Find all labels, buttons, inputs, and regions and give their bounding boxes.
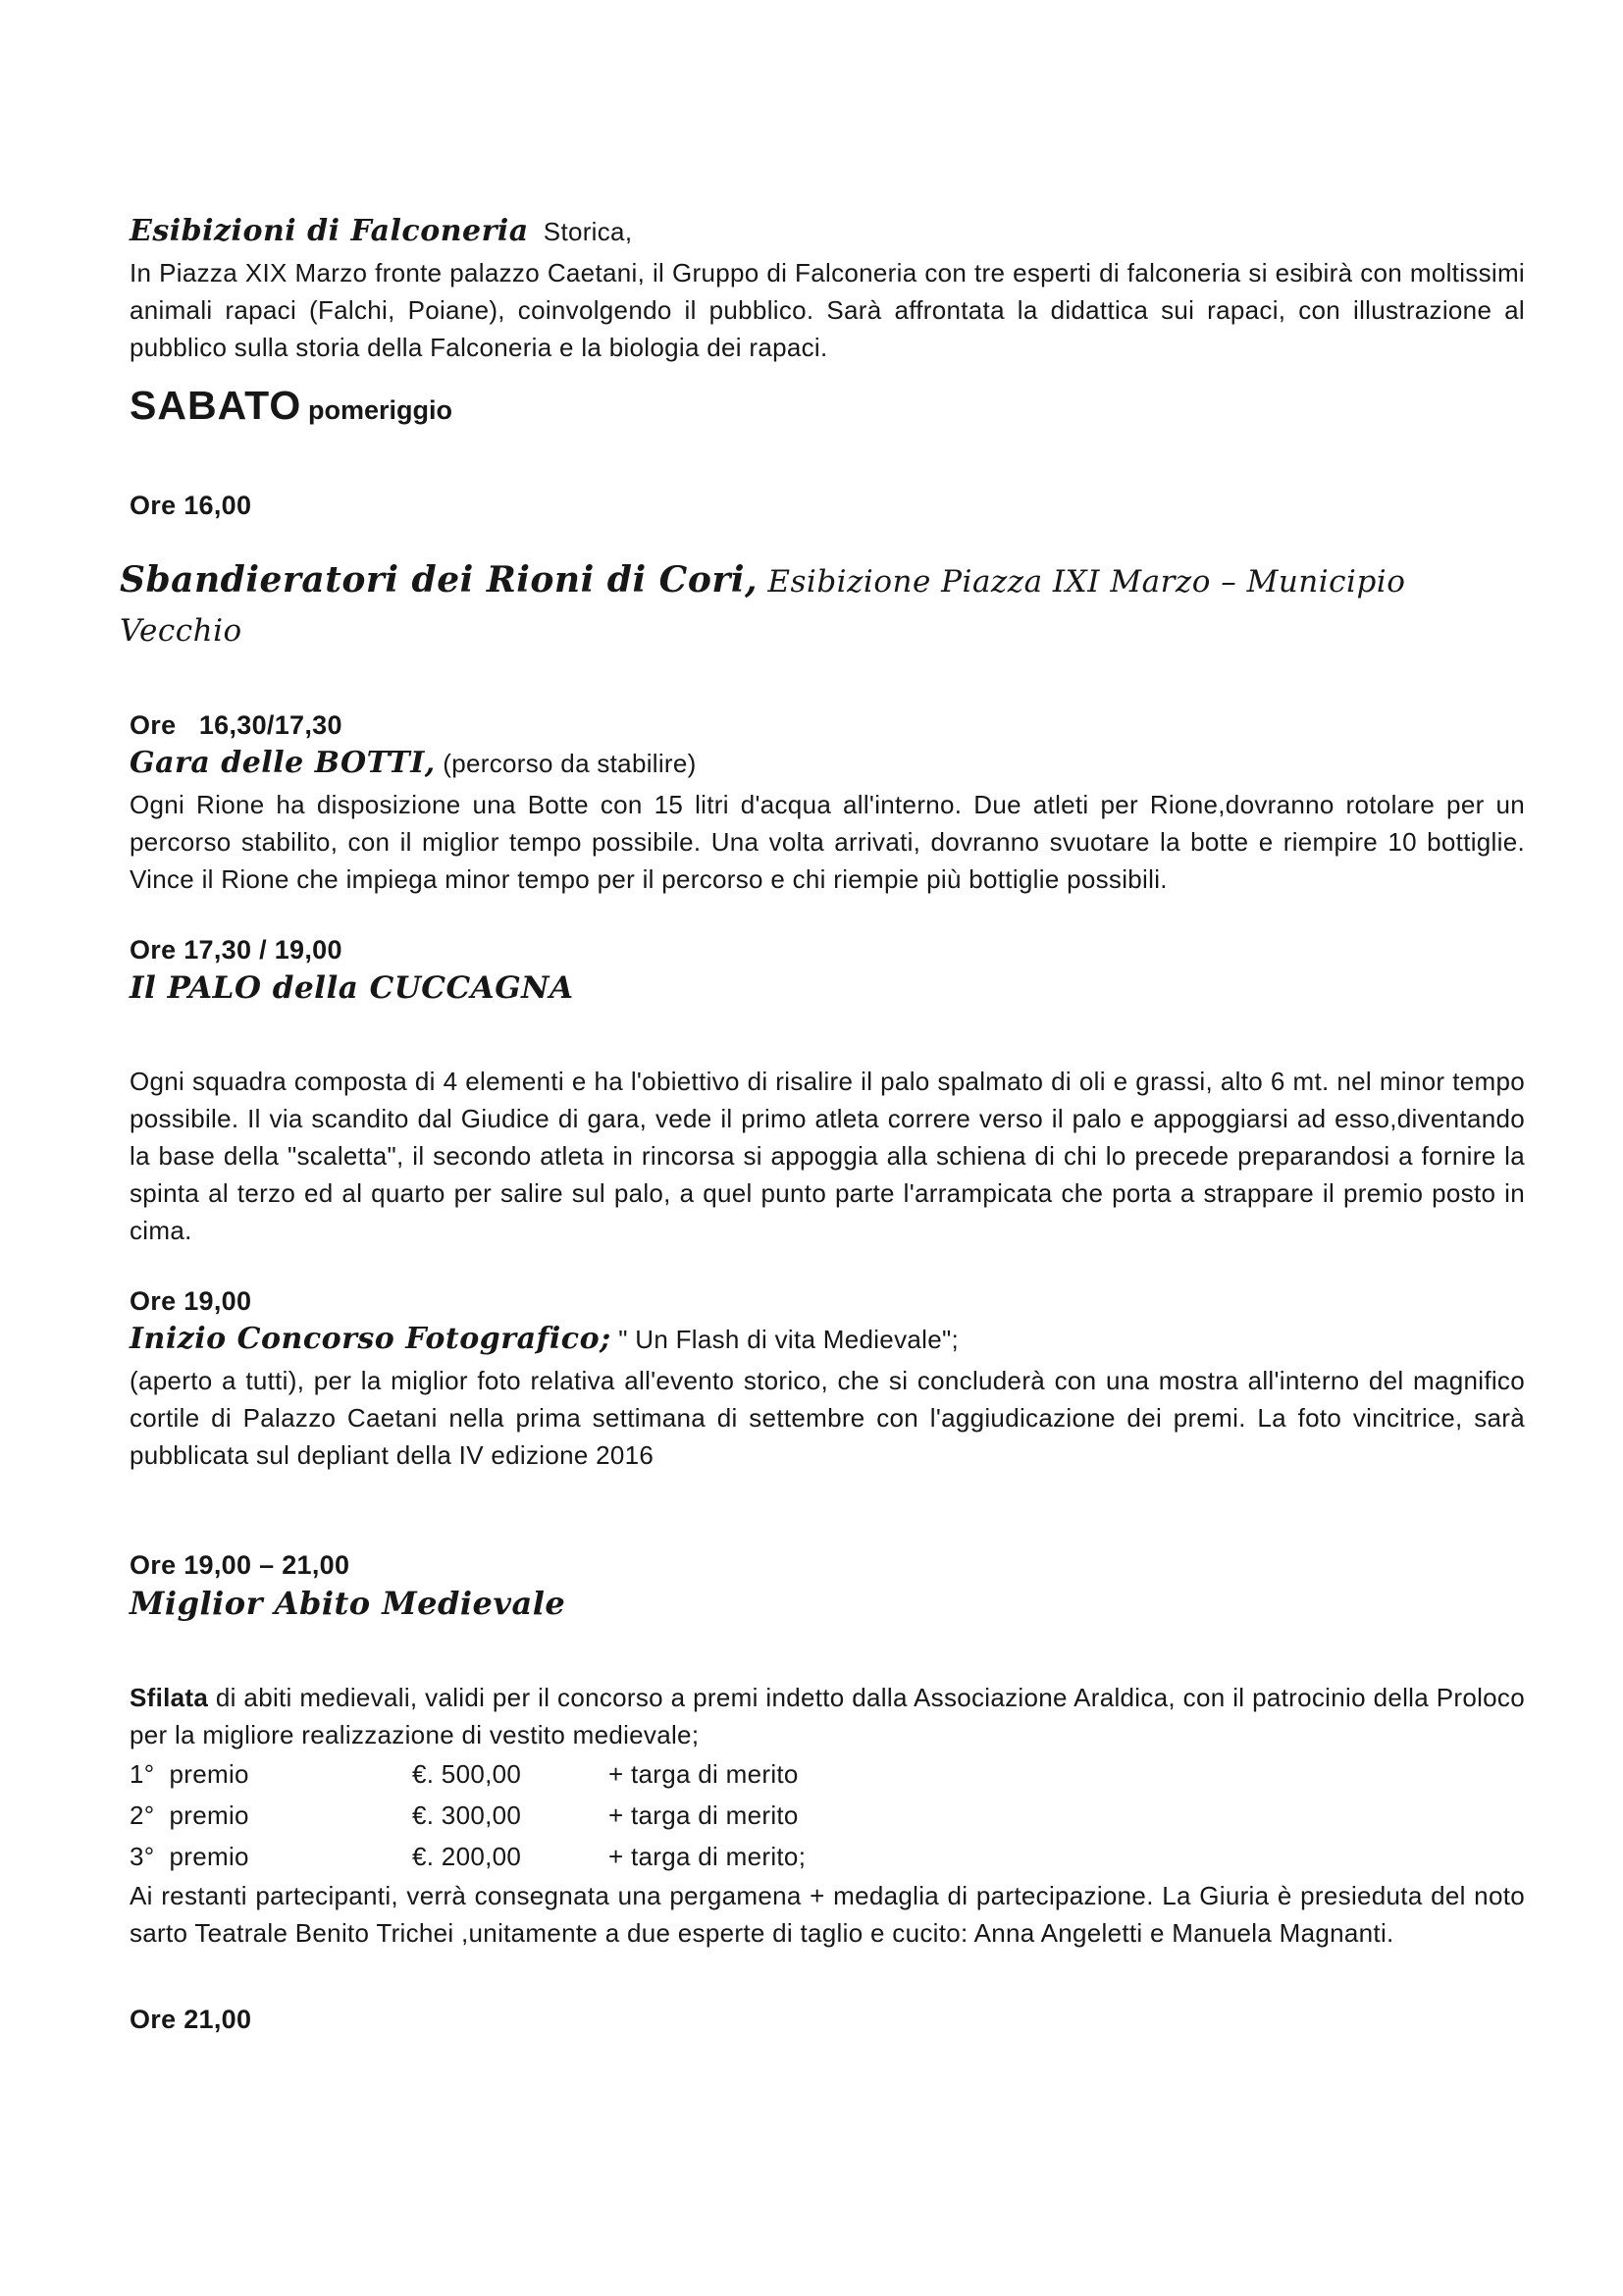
fotografico-title [130, 1320, 1525, 1362]
sbandieratori-title-script: Sbandieratori dei Rioni di Cori, [120, 559, 759, 600]
time-1630: Ore 16,30/17,30 [130, 710, 342, 740]
premio-2-amount: €. 300,00 [412, 1800, 522, 1830]
fotografico-description: (aperto a tutti), per la miglior foto relativa all'evento storico, che si concluderà con una mostra all'interno del magnifico cortile di Palazzo Caetani nella prima settimana di settembre con l'aggiudicazione dei premi. La foto vincitrice, sarà pubblicata sul depliant della IV edizione 2016 [130, 1366, 1525, 1470]
sabato-suffix: pomeriggio [308, 395, 452, 425]
abito-lead-word: Sfilata [130, 1683, 209, 1712]
falconeria-title-script: Esibizioni di Falconeria [130, 214, 529, 248]
premio-3-extra: + targa di merito; [608, 1842, 807, 1871]
sbandieratori-title [120, 557, 1525, 657]
premio-row-2 [130, 1795, 1525, 1836]
premio-1-extra: + targa di merito [608, 1759, 799, 1789]
sabato-word: SABATO [130, 383, 302, 428]
time-1600: Ore 16,00 [130, 491, 252, 520]
section-botti [130, 706, 1525, 898]
falconeria-title [130, 212, 1525, 254]
abito-body-text: di abiti medievali, validi per il concorso a premi indetto dalla Associazione Araldica, con il patrocinio della Proloco per la migliore realizzazione di vestito medievale; [130, 1683, 1525, 1749]
premio-row-1 [130, 1753, 1525, 1795]
abito-title [130, 1584, 1525, 1628]
fotografico-title-script: Inizio Concorso Fotografico; [130, 1322, 611, 1356]
botti-description: Ogni Rione ha disposizione una Botte con 15 litri d'acqua all'interno. Due atleti per Rione,dovranno rotolare per un percorso stabilito, con il miglior tempo possibile. Una volta arrivati, dovranno svuotare la botte e riempire 10 bottiglie. Vince il Rione che impiega minor tempo per il percorso e chi riempie più bottiglie possibili. [130, 790, 1525, 894]
section-falconeria [130, 212, 1525, 366]
premio-row-3 [130, 1836, 1525, 1877]
botti-title-rest: (percorso da stabilire) [435, 749, 697, 778]
section-abito [130, 1546, 1525, 1952]
section-fotografico [130, 1282, 1525, 1474]
premio-3-amount: €. 200,00 [412, 1842, 522, 1871]
premi-list [130, 1753, 1525, 1877]
abito-description [130, 1679, 1525, 1753]
premio-2-pos: 2° premio [130, 1800, 249, 1830]
premio-1-amount: €. 500,00 [412, 1759, 522, 1789]
cuccagna-title-script: Il PALO della CUCCAGNA [130, 970, 574, 1006]
sbandieratori-title-rest: Esibizione Piazza IXI Marzo – Municipio Vecchio [120, 564, 1406, 649]
premio-3-pos: 3° premio [130, 1842, 249, 1871]
premio-1-pos: 1° premio [130, 1759, 249, 1789]
premi-note: Ai restanti partecipanti, verrà consegnata una pergamena + medaglia di partecipazione. La Giuria è presieduta del noto sarto Teatrale Benito Trichei ,unitamente a due esperte di taglio e cucito: Anna Angeletti e Manuela Magnanti. [130, 1881, 1525, 1948]
time-1900-2100: Ore 19,00 – 21,00 [130, 1550, 350, 1580]
botti-title [130, 744, 1525, 786]
abito-title-script: Miglior Abito Medievale [130, 1585, 566, 1622]
fotografico-title-rest: " Un Flash di vita Medievale"; [610, 1325, 960, 1354]
sabato-heading [130, 380, 1525, 438]
premio-2-extra: + targa di merito [608, 1800, 799, 1830]
section-cuccagna [130, 931, 1525, 1249]
botti-title-script: Gara delle BOTTI, [130, 746, 436, 780]
time-2100: Ore 21,00 [130, 2005, 252, 2034]
time-1900: Ore 19,00 [130, 1286, 252, 1316]
time-1730: Ore 17,30 / 19,00 [130, 935, 342, 965]
falconeria-description: In Piazza XIX Marzo fronte palazzo Caetani, il Gruppo di Falconeria con tre esperti di falconeria si esibirà con moltissimi animali rapaci (Falchi, Poiane), coinvolgendo il pubblico. Sarà affrontata la didattica sui rapaci, con illustrazione al pubblico sulla storia della Falconeria e la biologia dei rapaci. [130, 258, 1525, 362]
cuccagna-description: Ogni squadra composta di 4 elementi e ha l'obiettivo di risalire il palo spalmato di oli e grassi, alto 6 mt. nel minor tempo possibile. Il via scandito dal Giudice di gara, vede il primo atleta correre verso il palo e appoggiarsi ad esso,diventando la base della "scaletta", il secondo atleta in rincorsa si appoggia alla schiena di chi lo precede preparandosi a fornire la spinta al terzo ed al quarto per salire sul palo, a quel punto parte l'arrampicata che porta a strappare il premio posto in cima. [130, 1067, 1525, 1245]
falconeria-title-rest: Storica, [528, 217, 633, 246]
cuccagna-title [130, 968, 1525, 1012]
